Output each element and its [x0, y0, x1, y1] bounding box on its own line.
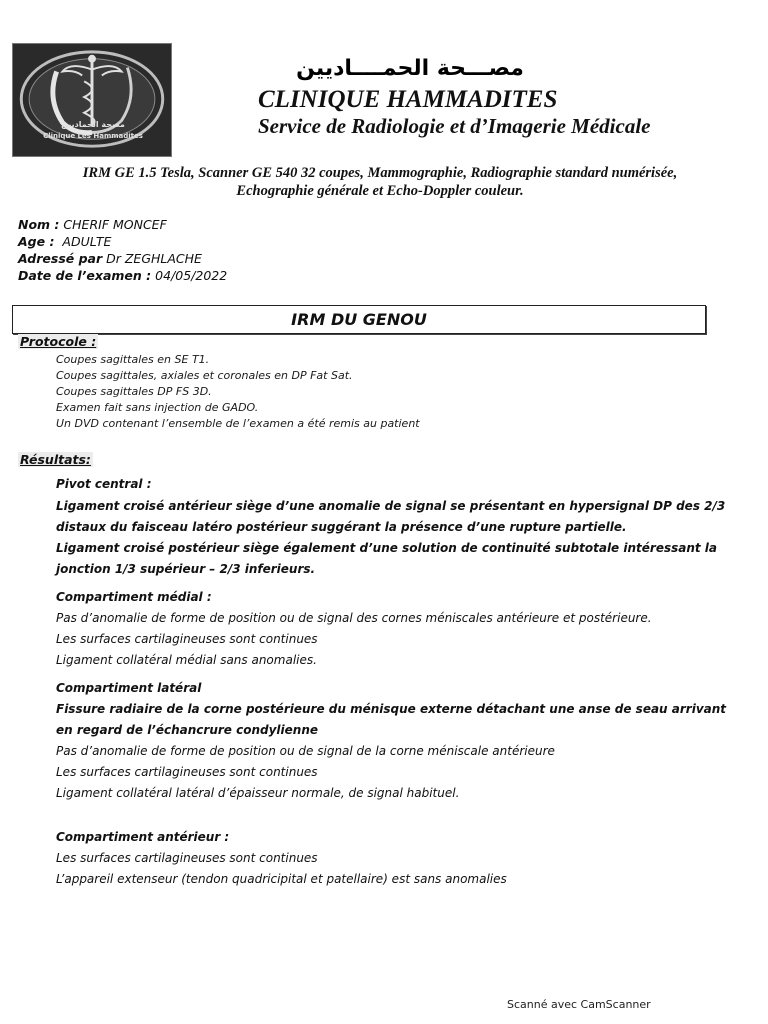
referrer-value: Dr ZEGHLACHE — [106, 251, 202, 266]
finding-line: Ligament croisé postérieur siège également d’une solution de continuité subtotale intéressant la — [56, 541, 718, 555]
equipment-line: IRM GE 1.5 Tesla, Scanner GE 540 32 coupes, Mammographie, Radiographie standard numérisée, — [82, 165, 678, 181]
finding-line: Ligament croisé antérieur siège d’une anomalie de signal se présentant en hypersignal DP des 2/3 — [56, 499, 726, 513]
section-heading: Compartiment latéral — [56, 681, 202, 695]
service-name: Service de Radiologie et d’Imagerie Médicale — [258, 114, 651, 138]
exam-date-label: Date de l’examen : — [18, 268, 152, 283]
exam-date-value: 04/05/2022 — [155, 268, 228, 283]
finding-line: Les surfaces cartilagineuses sont continues — [56, 765, 318, 779]
protocol-line: Coupes sagittales DP FS 3D. — [56, 385, 212, 398]
pivot-central-section — [56, 474, 736, 580]
section-heading: Pivot central : — [56, 477, 152, 491]
exam-title: IRM DU GENOU — [291, 310, 427, 329]
finding-line: Pas d’anomalie de forme de position ou de signal des cornes méniscales antérieure et postérieure. — [56, 611, 652, 625]
protocol-line: Un DVD contenant l’ensemble de l’examen a été remis au patient — [56, 417, 420, 430]
finding-line: Les surfaces cartilagineuses sont continues — [56, 632, 318, 646]
protocol-line: Examen fait sans injection de GADO. — [56, 401, 259, 414]
protocol-line: Coupes sagittales, axiales et coronales en DP Fat Sat. — [56, 369, 353, 382]
protocol-line: Coupes sagittales en SE T1. — [56, 353, 210, 366]
finding-line: en regard de l’échancrure condylienne — [56, 723, 319, 737]
medial-compartment-section — [56, 587, 736, 671]
lateral-compartment-section — [56, 678, 736, 804]
exam-date-row — [18, 267, 418, 284]
patient-info — [18, 216, 418, 284]
logo-french-text: Clinique Les Hammadites — [43, 132, 143, 140]
section-heading: Compartiment médial : — [56, 590, 212, 604]
results-label: Résultats: — [20, 452, 91, 467]
exam-title-box — [12, 305, 706, 334]
finding-line: jonction 1/3 supérieur – 2/3 inferieurs. — [56, 562, 316, 576]
scanner-watermark: Scanné avec CamScanner — [507, 998, 651, 1011]
clinic-name: CLINIQUE HAMMADITES — [258, 86, 558, 113]
finding-line: distaux du faisceau latéro postérieur suggérant la présence d’une rupture partielle. — [56, 520, 627, 534]
referrer-label: Adressé par — [18, 251, 103, 266]
finding-line: L’appareil extenseur (tendon quadricipital et patellaire) est sans anomalies — [56, 872, 507, 886]
patient-age-label: Age : — [18, 234, 55, 249]
patient-age-value: ADULTE — [62, 234, 112, 249]
clinic-name-arabic: مصـــحة الحمــــاديين — [296, 56, 524, 81]
patient-name-label: Nom : — [18, 217, 60, 232]
section-heading: Compartiment antérieur : — [56, 830, 230, 844]
logo-arabic-text: مصحة الحماديين — [61, 120, 125, 129]
protocol-label: Protocole : — [20, 334, 97, 349]
anterior-compartment-section — [56, 827, 736, 890]
patient-age-row — [18, 233, 418, 250]
finding-line: Ligament collatéral médial sans anomalies. — [56, 653, 317, 667]
finding-line: Ligament collatéral latéral d’épaisseur normale, de signal habituel. — [56, 786, 460, 800]
patient-name-row — [18, 216, 418, 233]
finding-line: Pas d’anomalie de forme de position ou de signal de la corne méniscale antérieure — [56, 744, 555, 758]
finding-line: Les surfaces cartilagineuses sont continues — [56, 851, 318, 865]
equipment-list — [30, 164, 730, 200]
finding-line: Fissure radiaire de la corne postérieure du ménisque externe détachant une anse de seau arrivant — [56, 702, 727, 716]
clinic-logo — [12, 43, 172, 157]
patient-name-value: CHERIF MONCEF — [63, 217, 167, 232]
equipment-line: Echographie générale et Echo-Doppler couleur. — [236, 183, 524, 199]
referrer-row — [18, 250, 418, 267]
protocol-list — [56, 352, 656, 432]
